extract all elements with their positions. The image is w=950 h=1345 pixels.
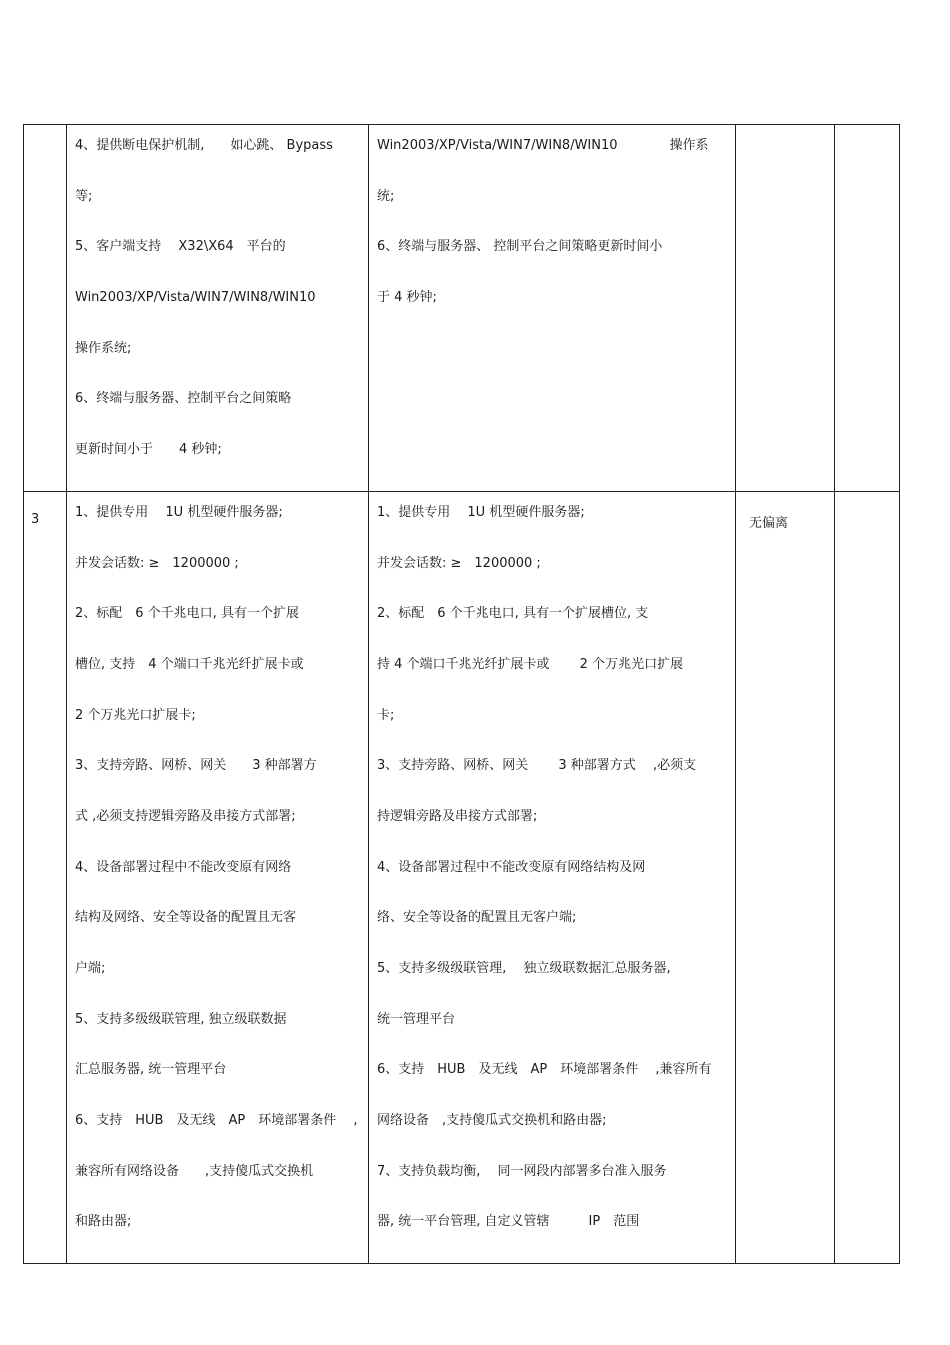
response-cell [369, 491, 736, 1263]
response-line: 卡; [377, 707, 395, 723]
requirement-line: 等; [75, 188, 93, 204]
requirement-line: 2、标配 6 个千兆电口, 具有一个扩展 [75, 606, 299, 622]
requirement-line: 3、支持旁路、网桥、网关 3 种部署方 [75, 758, 317, 774]
spec-table [23, 124, 900, 1264]
seq-cell: 3 [24, 491, 67, 1263]
requirement-line: Win2003/XP/Vista/WIN7/WIN8/WIN10 [75, 290, 316, 306]
requirement-line: 6、终端与服务器、控制平台之间策略 [75, 391, 292, 407]
remark-cell [835, 491, 900, 1263]
requirement-line: 槽位, 支持 4 个端口千兆光纤扩展卡或 [75, 656, 304, 672]
seq-cell [24, 125, 67, 492]
response-line: 络、安全等设备的配置且无客户端; [377, 910, 577, 926]
response-cell [369, 125, 736, 492]
table-row [24, 125, 900, 492]
response-line: Win2003/XP/Vista/WIN7/WIN8/WIN10 操作系 [377, 138, 709, 153]
requirement-line: 兼容所有网络设备 ,支持傻瓜式交换机 [75, 1163, 314, 1179]
table-row [24, 491, 900, 1263]
deviation-cell: 无偏离 [736, 491, 835, 1263]
requirement-cell [67, 491, 369, 1263]
response-line: 5、支持多级级联管理, 独立级联数据汇总服务器, [377, 961, 671, 976]
response-line: 2、标配 6 个千兆电口, 具有一个扩展槽位, 支 [377, 606, 649, 622]
requirement-line: 1、提供专用 1U 机型硬件服务器; [75, 504, 283, 520]
response-line: 1、提供专用 1U 机型硬件服务器; [377, 504, 585, 520]
response-line: 3、支持旁路、网桥、网关 3 种部署方式 ,必须支 [377, 758, 697, 774]
requirement-line: 汇总服务器, 统一管理平台 [75, 1062, 227, 1078]
deviation-cell [736, 125, 835, 492]
response-line: 持逻辑旁路及串接方式部署; [377, 808, 538, 824]
remark-cell [835, 125, 900, 492]
requirement-line: 式 ,必须支持逻辑旁路及串接方式部署; [75, 808, 296, 824]
response-line: 统一管理平台 [377, 1011, 456, 1027]
requirement-line: 6、支持 HUB 及无线 AP 环境部署条件 , [75, 1113, 358, 1129]
response-line: 网络设备 ,支持傻瓜式交换机和路由器; [377, 1113, 607, 1129]
requirement-line: 并发会话数: ≥ 1200000 ; [75, 555, 239, 571]
response-line: 7、支持负载均衡, 同一网段内部署多台准入服务 [377, 1163, 667, 1179]
response-line: 统; [377, 188, 395, 204]
requirement-line: 5、客户端支持 X32\X64 平台的 [75, 239, 286, 255]
requirement-line: 4、提供断电保护机制, 如心跳、 Bypass [75, 138, 333, 153]
response-line: 并发会话数: ≥ 1200000 ; [377, 555, 541, 571]
requirement-line: 2 个万兆光口扩展卡; [75, 707, 196, 723]
requirement-line: 操作系统; [75, 340, 132, 356]
response-line: 4、设备部署过程中不能改变原有网络结构及网 [377, 859, 646, 875]
response-line: 持 4 个端口千兆光纤扩展卡或 2 个万兆光口扩展 [377, 656, 684, 672]
requirement-line: 结构及网络、安全等设备的配置且无客 [75, 910, 297, 926]
requirement-cell [67, 125, 369, 492]
response-line: 于 4 秒钟; [377, 290, 437, 306]
response-line: 器, 统一平台管理, 自定义管辖 IP 范围 [377, 1214, 640, 1230]
response-line: 6、支持 HUB 及无线 AP 环境部署条件 ,兼容所有 [377, 1062, 712, 1078]
requirement-line: 5、支持多级级联管理, 独立级联数据 [75, 1011, 287, 1027]
requirement-line: 和路由器; [75, 1214, 132, 1230]
requirement-line: 更新时间小于 4 秒钟; [75, 442, 222, 458]
requirement-line: 4、设备部署过程中不能改变原有网络 [75, 859, 292, 875]
requirement-line: 户端; [75, 961, 106, 976]
response-line: 6、终端与服务器、 控制平台之间策略更新时间小 [377, 239, 663, 255]
